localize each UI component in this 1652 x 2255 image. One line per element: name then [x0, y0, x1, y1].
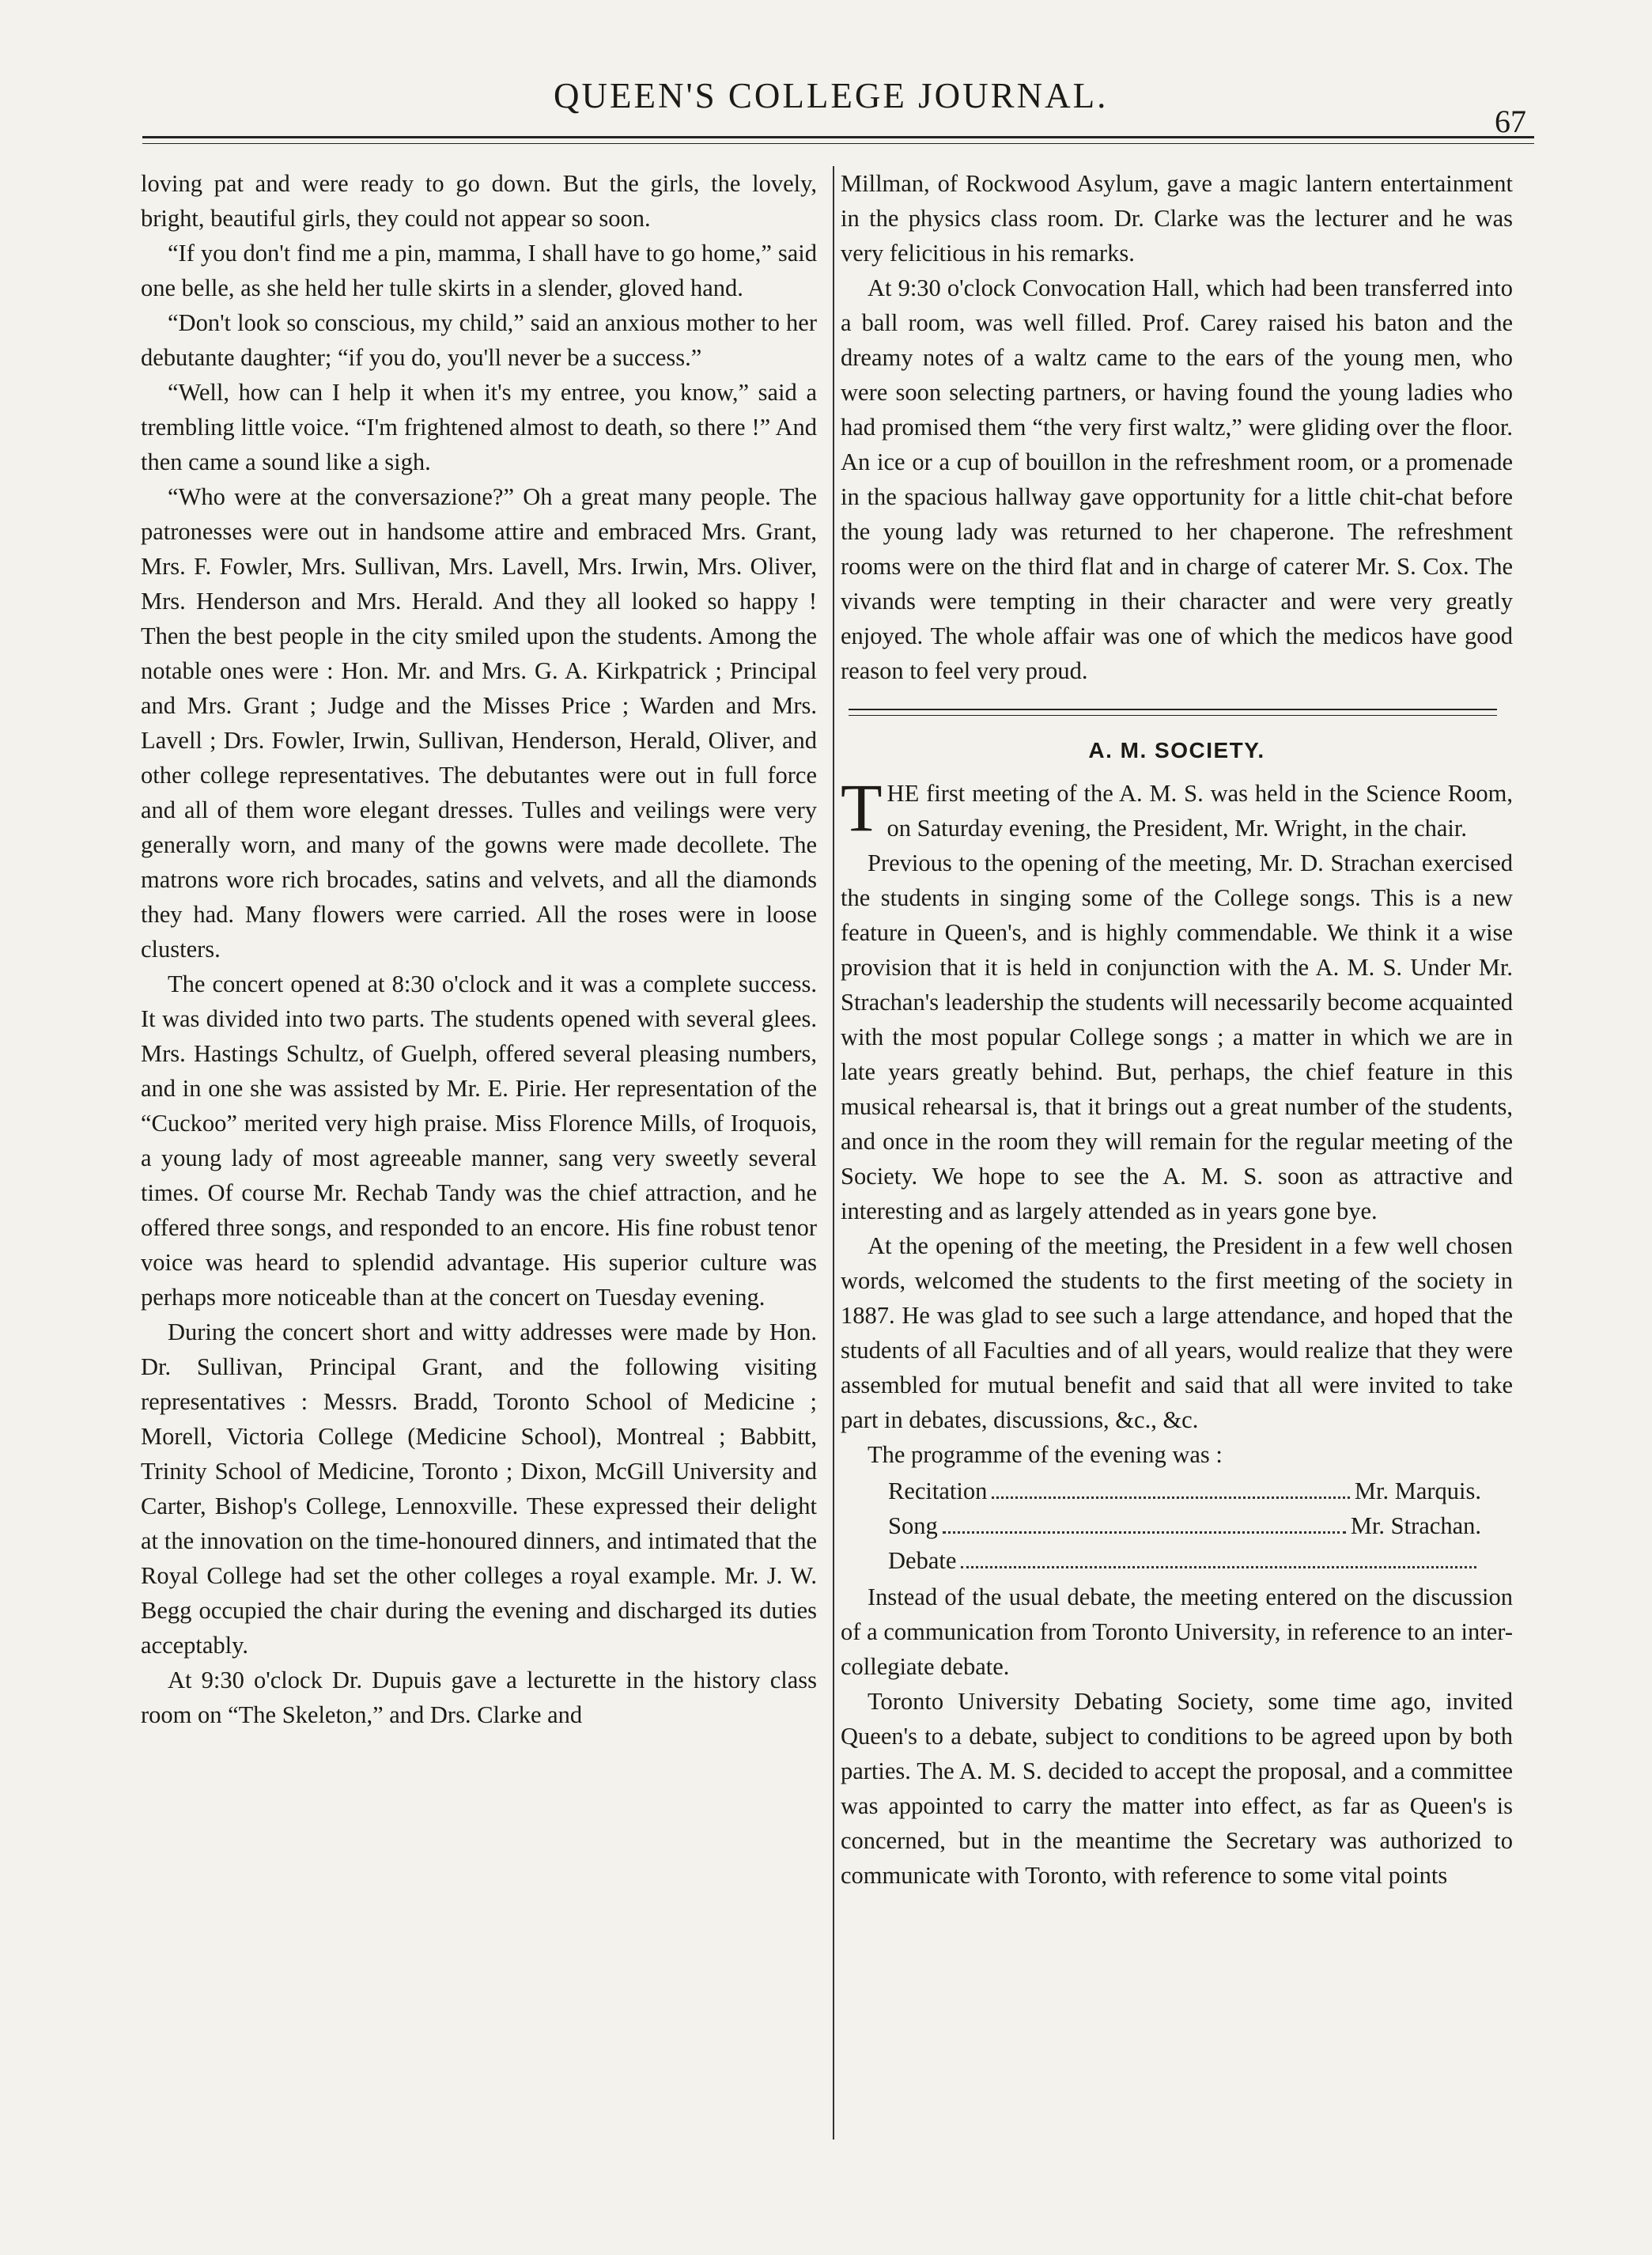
paragraph: The concert opened at 8:30 o'clock and it was a complete success. It was divided into two parts. The students opened with several glees. Mrs. Hastings Schultz, of Guelph, offered several pleasing numbers, and in one she was assisted by Mr. E. Pirie. Her representation of the “Cuckoo” merited very high praise. Miss Florence Mills, of Iroquois, a young lady of most agreeable manner, sang very sweetly several times. Of course Mr. Rechab Tandy was the chief attraction, and he offered three songs, and responded to an encore. His fine robust tenor voice was heard to splendid advantage. His superior culture was perhaps more noticeable than at the concert on Tuesday evening.: [141, 970, 817, 1311]
paragraph: Millman, of Rockwood Asylum, gave a magic lantern entertainment in the physics class room. Dr. Clarke was the lecturer and he was very felicitious in his remarks.: [841, 170, 1513, 267]
paragraph: Toronto University Debating Society, some time ago, invited Queen's to a debate, subject to conditions to be agreed upon by both parties. The A. M. S. decided to accept the proposal, and a committee was appointed to carry the matter into effect, as far as Queen's is concerned, but in the meantime the Secretary was authorized to communicate with Toronto, with reference to some vital points: [841, 1688, 1513, 1889]
leader-dots: [961, 1566, 1476, 1568]
programme-list: [841, 1474, 1513, 1578]
drop-cap: T: [841, 770, 883, 846]
programme-item: Song: [888, 1512, 938, 1539]
paragraph: “Well, how can I help it when it's my entree, you know,” said a trembling little voice. “I'm frightened almost to death, so there !” And then came a sound like a sigh.: [141, 379, 817, 475]
right-column: [841, 166, 1513, 1893]
paragraph: “Who were at the conversazione?” Oh a great many people. The patronesses were out in handsome attire and embraced Mrs. Grant, Mrs. F. Fowler, Mrs. Sullivan, Mrs. Lavell, Mrs. Irwin, Mrs. Oliver, Mrs. Henderson and Mrs. Herald. And they all looked so happy ! Then the best people in the city smiled upon the students. Among the notable ones were : Hon. Mr. and Mrs. G. A. Kirkpatrick ; Principal and Mrs. Grant ; Judge and the Misses Price ; Warden and Mrs. Lavell ; Drs. Fowler, Irwin, Sullivan, Henderson, Herald, Oliver, and other college representatives. The debutantes were out in full force and all of them wore elegant dresses. Tulles and veilings were very generally worn, and many of the gowns were made decollete. The matrons wore rich brocades, satins and velvets, and all the diamonds they had. Many flowers were carried. All the roses were in loose clusters.: [141, 483, 817, 963]
leader-dots: [943, 1531, 1346, 1534]
leader-dots: [992, 1496, 1350, 1499]
programme-row: [841, 1474, 1481, 1508]
programme-item: Debate: [888, 1547, 957, 1574]
paragraph: Previous to the opening of the meeting, Mr. D. Strachan exercised the students in singing some of the College songs. This is a new feature in Queen's, and is highly commendable. We think it a wise provision that it is held in conjunction with the A. M. S. Under Mr. Strachan's leadership the students will necessarily become acquainted with the most popular College songs ; a matter in which we are in late years greatly behind. But, perhaps, the chief feature in this musical rehearsal is, that it brings out a great number of the students, and once in the room they will remain for the regular meeting of the Society. We hope to see the A. M. S. soon as attractive and interesting and as largely attended as in years gone bye.: [841, 849, 1513, 1224]
page-number: 67: [1495, 104, 1526, 139]
programme-row: [841, 1508, 1481, 1543]
paragraph: “Don't look so conscious, my child,” said an anxious mother to her debutante daughter; “if you do, you'll never be a success.”: [141, 309, 817, 371]
paragraph: At 9:30 o'clock Convocation Hall, which had been transferred into a ball room, was well filled. Prof. Carey raised his baton and the dreamy notes of a waltz came to the ears of the young men, who were soon selecting partners, or having found the young ladies who had promised them “the very first waltz,” were gliding over the floor. An ice or a cup of bouillon in the refreshment room, or a promenade in the spacious hallway gave opportunity for a little chit-chat before the young lady was returned to her chaperone. The refreshment rooms were on the third flat and in charge of caterer Mr. S. Cox. The vivands were tempting in their character and were very greatly enjoyed. The whole affair was one of which the medicos have good reason to feel very proud.: [841, 274, 1513, 684]
paragraph: Instead of the usual debate, the meeting entered on the discussion of a communication from Toronto University, in reference to an inter-collegiate debate.: [841, 1583, 1513, 1680]
column-divider: [833, 166, 834, 2140]
section-heading: A. M. SOCIETY.: [1088, 738, 1265, 762]
opening-paragraph-text: HE first meeting of the A. M. S. was held in the Science Room, on Saturday evening, the President, Mr. Wright, in the chair.: [886, 780, 1513, 842]
paragraph: The programme of the evening was :: [868, 1441, 1223, 1468]
paragraph: loving pat and were ready to go down. But the girls, the lovely, bright, beautiful girls, they could not appear so soon.: [141, 170, 817, 232]
programme-item: Recitation: [888, 1477, 988, 1504]
left-column: [141, 166, 817, 1732]
paragraph: During the concert short and witty addresses were made by Hon. Dr. Sullivan, Principal Grant, and the following visiting representatives : Messrs. Bradd, Toronto School of Medicine ; Morell, Victoria College (Medicine School), Montreal ; Babbitt, Trinity School of Medicine, Toronto ; Dixon, McGill University and Carter, Bishop's College, Lennoxville. These expressed their delight at the innovation on the time-honoured dinners, and intimated that the Royal College had set the other colleges a royal example. Mr. J. W. Begg occupied the chair during the evening and discharged its duties acceptably.: [141, 1319, 817, 1659]
paragraph: At 9:30 o'clock Dr. Dupuis gave a lecturette in the history class room on “The Skeleton,” and Drs. Clarke and: [141, 1667, 817, 1728]
programme-person: Mr. Strachan.: [1350, 1512, 1481, 1539]
programme-row: [841, 1543, 1481, 1578]
paragraph: “If you don't find me a pin, mamma, I shall have to go home,” said one belle, as she held her tulle skirts in a slender, gloved hand.: [141, 240, 817, 301]
paragraph: At the opening of the meeting, the President in a few well chosen words, welcomed the students to the first meeting of the society in 1887. He was glad to see such a large attendance, and hoped that the students of all Faculties and of all years, would realize that they were assembled for mutual benefit and said that all were invited to take part in debates, discussions, &c., &c.: [841, 1232, 1513, 1433]
opening-paragraph: [841, 770, 1513, 846]
header-rule: [142, 136, 1534, 144]
section-rule: [849, 709, 1497, 716]
journal-title: QUEEN'S COLLEGE JOURNAL.: [554, 76, 1109, 115]
programme-person: Mr. Marquis.: [1354, 1477, 1481, 1504]
